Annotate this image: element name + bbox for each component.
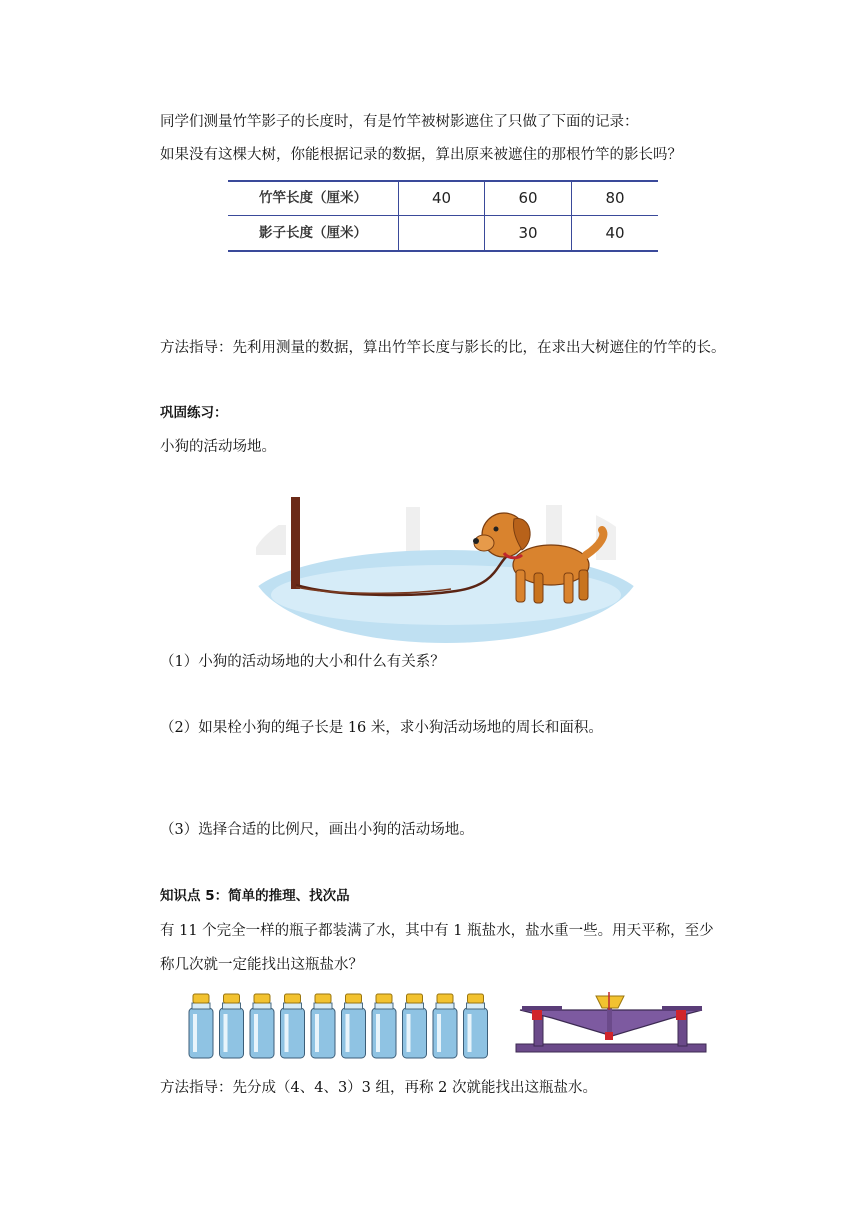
- bottle-icon: [220, 994, 244, 1058]
- method-guide-1: 方法指导：先利用测量的数据，算出竹竿长度与影长的比，在求出大树遮住的竹竿的长。: [160, 340, 726, 356]
- bottle-icon: [189, 994, 213, 1058]
- practice-title: 小狗的活动场地。: [160, 439, 276, 455]
- bottle-icon: [250, 994, 274, 1058]
- intro-line-1: 同学们测量竹竿影子的长度时，有是竹竿被树影遮住了只做了下面的记录：: [160, 114, 639, 130]
- table-row-header: 影子长度（厘米）: [259, 225, 367, 241]
- table-cell: 80: [605, 189, 625, 207]
- bottle-icon: [433, 994, 457, 1058]
- question-1: （1）小狗的活动场地的大小和什么有关系？: [160, 654, 445, 670]
- knowledge-5-text-line-1: 有 11 个完全一样的瓶子都装满了水，其中有 1 瓶盐水，盐水重一些。用天平称，至少: [160, 923, 714, 939]
- bottle-icon: [403, 994, 427, 1058]
- method-guide-2: 方法指导：先分成（4、4、3）3 组，再称 2 次就能找出这瓶盐水。: [160, 1080, 597, 1096]
- dog-leash-illustration: [246, 485, 646, 645]
- bottle-icon: [464, 994, 488, 1058]
- knowledge-5-text-line-2: 称几次就一定能找出这瓶盐水？: [160, 957, 363, 973]
- pole-icon: [291, 497, 300, 589]
- practice-heading: 巩固练习：: [160, 405, 228, 421]
- table-cell-empty: [399, 216, 484, 250]
- question-3: （3）选择合适的比例尺，画出小狗的活动场地。: [160, 822, 474, 838]
- bottle-icon: [311, 994, 335, 1058]
- bottle-icon: [342, 994, 366, 1058]
- bottle-icon: [281, 994, 305, 1058]
- bottle-icon: [372, 994, 396, 1058]
- question-2: （2）如果栓小狗的绳子长是 16 米，求小狗活动场地的周长和面积。: [160, 720, 603, 736]
- table-cell: 40: [431, 189, 452, 207]
- table-row-header: 竹竿长度（厘米）: [259, 190, 367, 206]
- table-cell: 30: [518, 224, 538, 242]
- knowledge-5-heading: 知识点 5：简单的推理、找次品: [160, 888, 350, 904]
- intro-line-2: 如果没有这棵大树，你能根据记录的数据，算出原来被遮住的那根竹竿的影长吗？: [160, 147, 682, 163]
- table-cell: 60: [518, 189, 538, 207]
- balance-scale-icon: [512, 988, 712, 1058]
- bamboo-shadow-table: [228, 180, 658, 252]
- table-cell: 40: [605, 224, 625, 242]
- bottles-illustration: [186, 992, 496, 1062]
